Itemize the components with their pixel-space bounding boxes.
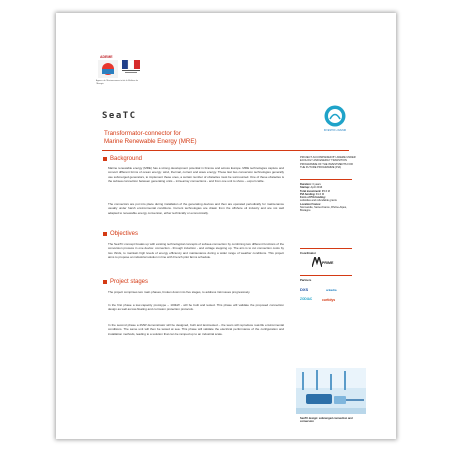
title-divider [102, 150, 349, 151]
partner-logo-arkadia: arkadia [326, 288, 337, 292]
title-line-2: Marine Renewable Energy (MRE) [104, 137, 197, 145]
coordinator-name: PRIME [322, 261, 334, 265]
fact-pia-funding: PIA funding: €1.6 M [300, 192, 324, 196]
fact-form-label: Form of PIA funding: [300, 196, 326, 200]
fact-duration: Duration: 3 years [300, 183, 321, 186]
fact-location: Normandie, Seine-France, Rhône-Alpes, Bretagne [300, 206, 347, 213]
stages-paragraph-2: In the first phase a low-capacity prototype – 100kW - will be built and tested. This phase will validate the proposed connection design as well as low-floating and corrosion protection protocols. [108, 303, 284, 312]
background-paragraph-2: The connectors are put into place during installation of the generating devices and then are operated periodically for maintenance usually under harsh environmental conditions. Current technologies are drawn from the offshore oil industry and are not well adapted to renewable energy conversion, either technically or economically. [108, 202, 284, 215]
partners-label: Partners [300, 278, 312, 282]
objectives-paragraph: The SeaTC concept breaks up with existing technological concepts of subsea connection by combining two different functions of the conversion process in one device: connection - through induction - and voltage stepping up. The aim is to cut connection costs by two thirds, to maintain high levels of energy efficiency and maintenance during a wider range of weather conditions. This project aims to propose an industrial solution in line with French pilot farms schedule. [108, 242, 284, 259]
fact-form: subsidies and refundable grants [300, 199, 337, 203]
invest-future-logo-icon [324, 105, 346, 127]
illustration-caption: SeaTC design: submerged connection and conversion [300, 417, 353, 424]
section-bullet-icon [103, 280, 107, 284]
background-paragraph-1: Marine renewable energy (MRE) has a strong development potential in France and across Europe. MRE technologies capture and convert different forms of ocean energy: wind, thermal, current and wave energy. These last two conversion technologies generally use submerged generators, to implement these ones, a certain number of obstacles must be surmounted. One of these obstacles is the subsea connection between generating units – intra-array connections - and from one unit to shore – export cable. [108, 166, 284, 183]
title-line-1: Transformator-connector for [104, 130, 181, 137]
seatc-design-illustration [296, 368, 366, 414]
stages-paragraph-1: The project comprises two main phases, broken down into five stages, to address risk issues progressively. [108, 290, 251, 294]
partner-logo-dxs: DXS [300, 287, 309, 292]
fact-total-investment: Total investment: €5.6 M [300, 189, 330, 193]
document-title [104, 130, 197, 145]
section-heading-objectives: Objectives [103, 231, 138, 237]
coordinator-label: Coordinator [300, 251, 317, 255]
ademe-logo-icon [98, 60, 118, 78]
stages-paragraph-3: In the second phase a 2MW demonstrator will be designed, built and land-tested – the team will reproduce real-life environmental conditions. The same unit will then be tested at sea. This phase will validate the electrical performance of the configuration and installation methods, leading to a solution that can be ramped up to an industrial scale. [108, 323, 284, 336]
brand-title: SeaTC [102, 111, 137, 121]
ademe-label: ADEME [100, 55, 113, 59]
logo-caption: Agence de l'Environnement et de la Maîtrise de l'Energie [96, 80, 138, 85]
section-bullet-icon [103, 232, 107, 236]
partner-logo-zodiac: ZODIAC [300, 297, 313, 301]
invest-caption: INVESTIR L'AVENIR [323, 129, 347, 132]
fact-startup: Startup: April 2016 [300, 186, 323, 190]
partner-logo-curtidys: curtidys [322, 298, 336, 302]
section-heading-stages: Project stages [103, 279, 148, 285]
ademe-logo-block [96, 55, 146, 95]
section-bullet-icon [103, 157, 107, 161]
section-heading-background: Background [103, 156, 142, 162]
republique-francaise-logo-icon [122, 60, 140, 74]
document-page [56, 13, 396, 439]
sidebar-facts [300, 183, 358, 213]
prime-logo-icon [312, 257, 322, 267]
fact-location-label: Location France: [300, 202, 321, 206]
sidebar-intro: PROJECT ACCOMPANIED BY ADEME UNDER ECOLOGY AND ENERGY TRANSITION PROGRAMME OF THE INVESTMENTS FOR THE FUTURE PROGRAMME (PIA) [300, 156, 356, 169]
